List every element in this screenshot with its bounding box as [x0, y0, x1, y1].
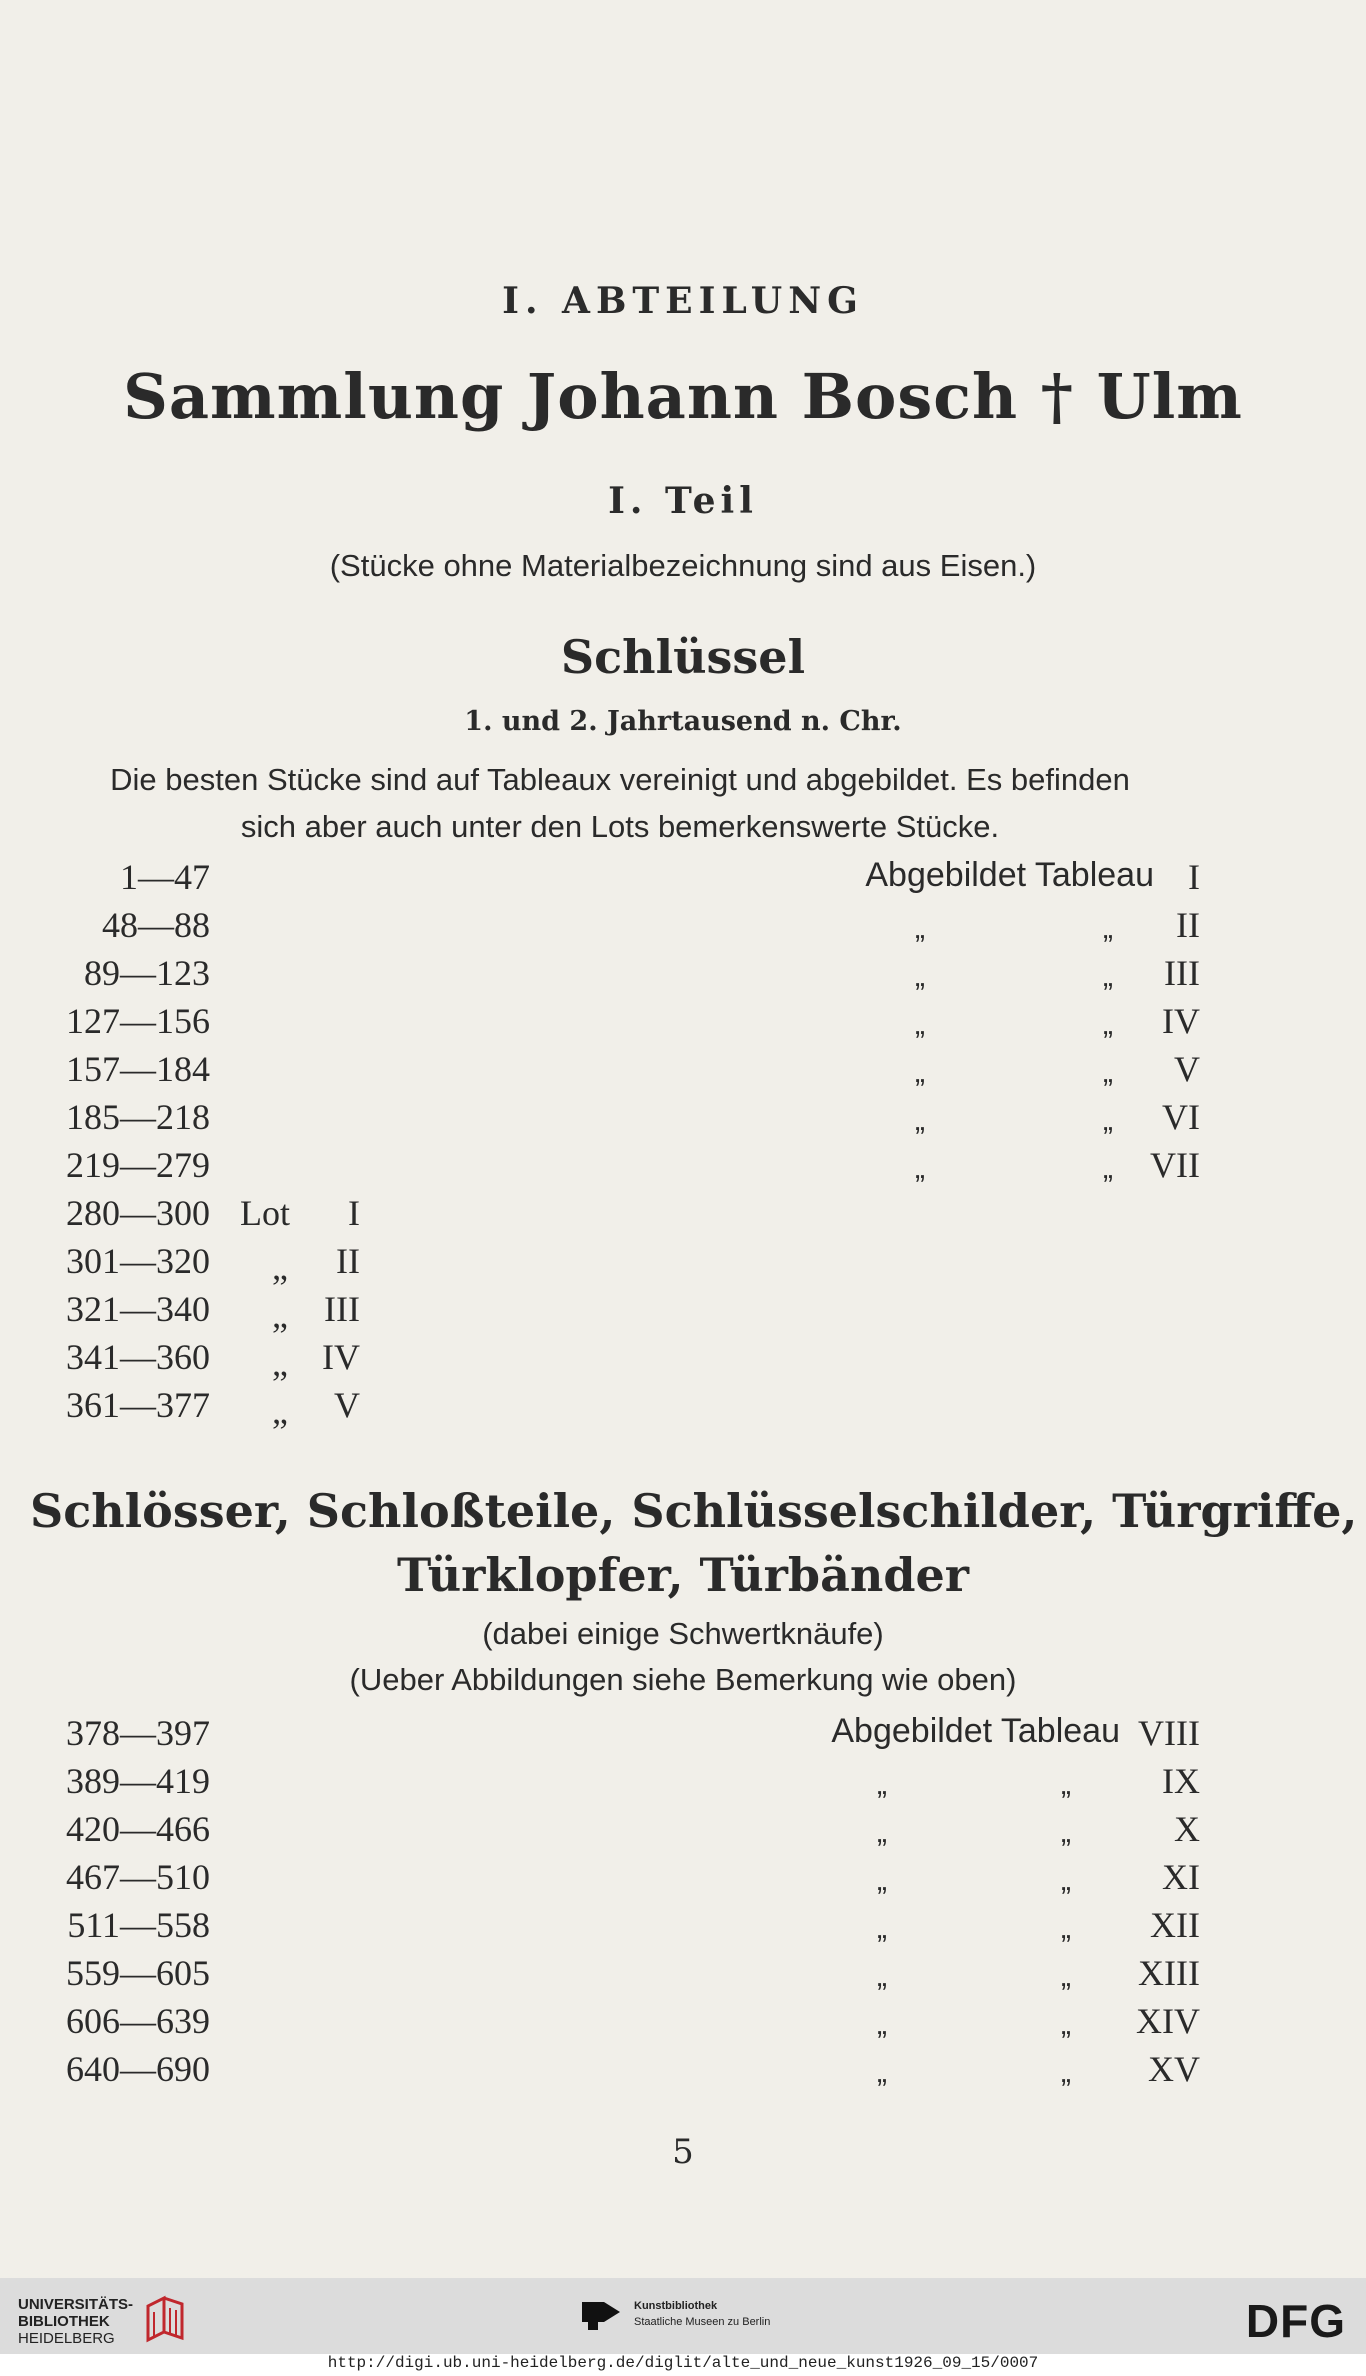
- range: 378—397: [66, 1713, 210, 1753]
- ditto-mark: „: [272, 1295, 288, 1335]
- ub-line: BIBLIOTHEK: [18, 2313, 110, 2330]
- section2-heading-line2: Türklopfer, Türbänder: [397, 1548, 969, 1602]
- ditto-mark: „: [1103, 1008, 1113, 1041]
- list-item: [0, 1240, 1366, 1287]
- dfg-logo: DFG: [1245, 2295, 1346, 2347]
- ditto-mark: „: [1103, 960, 1113, 993]
- material-note: (Stücke ohne Materialbezeichnung sind aus Eisen.): [329, 548, 1037, 583]
- footer-bar: [0, 2278, 1366, 2354]
- section1-subheading: 1. und 2. Jahrtausend n. Chr.: [464, 706, 902, 737]
- ditto-mark: „: [877, 1960, 887, 1993]
- ditto-mark: „: [1061, 1816, 1071, 1849]
- roman-numeral: IV: [322, 1337, 360, 1377]
- range: 321—340: [66, 1289, 210, 1329]
- section2-note: (dabei einige Schwertknäufe): [482, 1616, 884, 1651]
- roman-numeral: V: [334, 1385, 360, 1425]
- list-item: [0, 2000, 1366, 2047]
- ditto-mark: „: [272, 1391, 288, 1431]
- part-label: I. Teil: [608, 480, 758, 522]
- roman-numeral: VI: [1162, 1097, 1200, 1137]
- section2-heading: Schlösser, Schloßteile, Schlüsselschilder, Türgriffe,: [30, 1484, 1358, 1538]
- ditto-mark: „: [1103, 1104, 1113, 1137]
- section1-heading: Schlüssel: [560, 630, 806, 684]
- roman-numeral: XV: [1148, 2049, 1200, 2089]
- roman-numeral: XIII: [1138, 1953, 1200, 1993]
- roman-numeral: II: [336, 1241, 360, 1281]
- range: 640—690: [66, 2049, 210, 2089]
- range: 467—510: [66, 1857, 210, 1897]
- range: 89—123: [84, 953, 210, 993]
- range: 157—184: [66, 1049, 210, 1089]
- list-item: [0, 1048, 1366, 1095]
- range: 361—377: [66, 1385, 210, 1425]
- range: 280—300: [66, 1193, 210, 1233]
- ditto-mark: „: [272, 1343, 288, 1383]
- kunstbibliothek-logo-icon: [580, 2300, 622, 2332]
- roman-numeral: VII: [1150, 1145, 1200, 1185]
- ditto-mark: „: [877, 1912, 887, 1945]
- list-item: [0, 904, 1366, 951]
- ditto-mark: „: [915, 1152, 925, 1185]
- roman-numeral: X: [1174, 1809, 1200, 1849]
- ditto-mark: „: [915, 960, 925, 993]
- range: 301—320: [66, 1241, 210, 1281]
- list-item: [0, 1856, 1366, 1903]
- list-item: [0, 952, 1366, 999]
- ditto-mark: „: [915, 1008, 925, 1041]
- range: 185—218: [66, 1097, 210, 1137]
- roman-numeral: V: [1174, 1049, 1200, 1089]
- ditto-mark: „: [1061, 1960, 1071, 1993]
- roman-numeral: I: [1188, 857, 1200, 897]
- ditto-mark: „: [1103, 1152, 1113, 1185]
- page-title: Sammlung Johann Bosch † Ulm: [123, 360, 1243, 433]
- ditto-mark: „: [1103, 912, 1113, 945]
- range: 48—88: [102, 905, 210, 945]
- roman-numeral: XII: [1150, 1905, 1200, 1945]
- range: 1—47: [120, 857, 210, 897]
- range: 389—419: [66, 1761, 210, 1801]
- kb-line: Kunstbibliothek: [634, 2300, 718, 2312]
- roman-numeral: III: [1164, 953, 1200, 993]
- ditto-mark: „: [877, 2008, 887, 2041]
- ditto-mark: „: [1061, 2056, 1071, 2089]
- range: 606—639: [66, 2001, 210, 2041]
- kunstbibliothek-text: [634, 2298, 770, 2330]
- range: 511—558: [67, 1905, 210, 1945]
- ditto-mark: „: [915, 1056, 925, 1089]
- list-item: [0, 1808, 1366, 1855]
- intro-line: sich aber auch unter den Lots bemerkenswerte Stücke.: [240, 809, 1000, 844]
- ub-line: UNIVERSITÄTS-: [18, 2296, 134, 2313]
- roman-numeral: III: [324, 1289, 360, 1329]
- section2-note: (Ueber Abbildungen siehe Bemerkung wie oben): [349, 1662, 1017, 1697]
- list-item: [0, 1904, 1366, 1951]
- range: 559—605: [66, 1953, 210, 1993]
- ditto-mark: „: [877, 2056, 887, 2089]
- section-label: I. ABTEILUNG: [502, 280, 864, 322]
- range: 219—279: [66, 1145, 210, 1185]
- roman-numeral: XI: [1162, 1857, 1200, 1897]
- ditto-mark: „: [915, 912, 925, 945]
- intro-line: Die besten Stücke sind auf Tableaux vereinigt und abgebildet. Es befinden: [110, 762, 1130, 797]
- ub-heidelberg-logo-text: [18, 2296, 133, 2347]
- ub-heidelberg-logo-icon: [142, 2292, 188, 2344]
- list-item: [0, 1288, 1366, 1335]
- ub-line: HEIDELBERG: [18, 2330, 115, 2347]
- roman-numeral: IX: [1162, 1761, 1200, 1801]
- ditto-mark: „: [1061, 2008, 1071, 2041]
- ditto-mark: „: [1061, 1864, 1071, 1897]
- roman-numeral: II: [1176, 905, 1200, 945]
- page-number: 5: [672, 2132, 694, 2172]
- list-item: [0, 1712, 1366, 1759]
- ditto-mark: „: [1061, 1768, 1071, 1801]
- tableau-label: Abgebildet Tableau: [865, 856, 1154, 894]
- ditto-mark: „: [272, 1247, 288, 1287]
- roman-numeral: VIII: [1138, 1713, 1200, 1753]
- range: 127—156: [66, 1001, 210, 1041]
- list-item: [0, 1192, 1366, 1239]
- tableau-label: Abgebildet Tableau: [831, 1712, 1120, 1750]
- list-item: [0, 1760, 1366, 1807]
- list-item: [0, 2048, 1366, 2095]
- roman-numeral: XIV: [1136, 2001, 1200, 2041]
- source-url[interactable]: http://digi.ub.uni-heidelberg.de/diglit/alte_und_neue_kunst1926_09_15/0007: [327, 2354, 1039, 2372]
- ditto-mark: „: [1061, 1912, 1071, 1945]
- range: 341—360: [66, 1337, 210, 1377]
- list-item: [0, 1000, 1366, 1047]
- lot-label: Lot: [240, 1193, 290, 1233]
- list-item: [0, 1096, 1366, 1143]
- range: 420—466: [66, 1809, 210, 1849]
- kb-line: Staatliche Museen zu Berlin: [634, 2316, 771, 2328]
- list-item: [0, 856, 1366, 903]
- list-item: [0, 1336, 1366, 1383]
- list-item: [0, 1952, 1366, 1999]
- ditto-mark: „: [877, 1864, 887, 1897]
- ditto-mark: „: [1103, 1056, 1113, 1089]
- list-item: [0, 1144, 1366, 1191]
- ditto-mark: „: [915, 1104, 925, 1137]
- roman-numeral: I: [348, 1193, 360, 1233]
- section1-intro: [40, 756, 1200, 850]
- list-item: [0, 1384, 1366, 1431]
- roman-numeral: IV: [1162, 1001, 1200, 1041]
- ditto-mark: „: [877, 1768, 887, 1801]
- ditto-mark: „: [877, 1816, 887, 1849]
